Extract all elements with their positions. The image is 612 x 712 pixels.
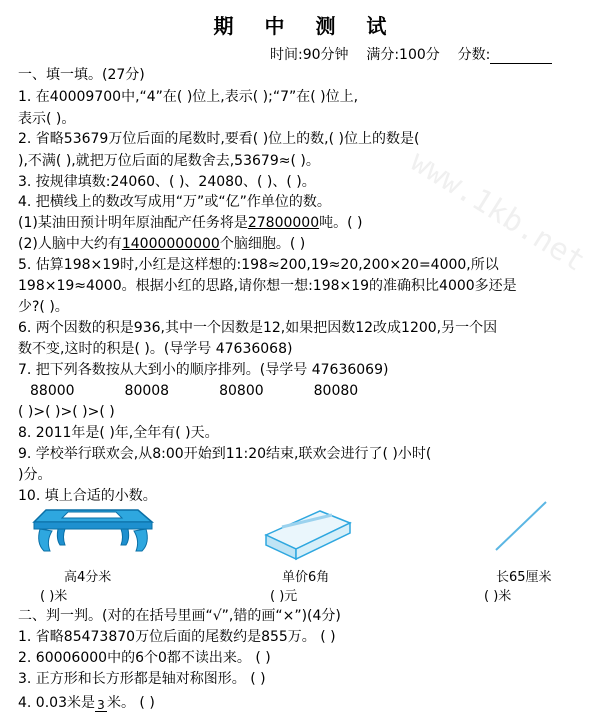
q9-line1: 9. 学校举行联欢会,从8:00开始到11:20结束,联欢会进行了( )小时(: [18, 446, 432, 462]
q5-line3: 少?( )。: [18, 299, 69, 315]
judge-4-pre: 4. 0.03米是: [18, 695, 95, 711]
q4-1-number: 27800000: [247, 215, 320, 231]
q7-number: 88000: [30, 383, 75, 399]
fraction-numerator: 3: [95, 699, 107, 712]
q1-line2: 表示( )。: [18, 111, 76, 127]
q2-line1: 2. 省略53679万位后面的尾数时,要看( )位上的数,( )位上的数是(: [18, 131, 420, 147]
exam-time: 时间:90分钟: [270, 47, 349, 63]
q6-line2: 数不变,这时的积是( )。(导学号 47636068): [18, 341, 293, 357]
q7-number: 80800: [219, 383, 264, 399]
q7-number: 80080: [313, 383, 359, 399]
q8-line: 8. 2011年是( )年,全年有( )天。: [18, 425, 219, 441]
q7-line: 7. 把下列各数按从大到小的顺序排列。(导学号 47636069): [18, 362, 389, 378]
q4-1-post: 吨。( ): [319, 215, 363, 231]
q6-line1: 6. 两个因数的积是936,其中一个因数是12,如果把因数12改成1200,另一个因: [18, 320, 498, 336]
judge-3: 3. 正方形和长方形都是轴对称图形。 ( ): [18, 671, 266, 687]
stick-answer-blank: ( )米: [484, 589, 512, 604]
eraser-price-label: 单价6角: [282, 570, 330, 585]
table-answer-blank: ( )米: [40, 589, 68, 604]
stick-length-label: 长65厘米: [496, 570, 552, 585]
exam-meta: [270, 44, 552, 64]
q4-2-number: 14000000000: [121, 236, 220, 252]
judge-4-post: 米。 ( ): [106, 695, 155, 711]
page-title: 期 中 测 试: [213, 14, 399, 38]
section1-heading: 一、填一填。(27分): [18, 67, 145, 83]
watermark: www.1kb.net: [404, 143, 592, 279]
stick-picture: [492, 496, 552, 556]
fraction: [95, 699, 107, 712]
q5-line1: 5. 估算198×19时,小红是这样想的:198≈200,19≈20,200×20=4000,所以: [18, 257, 499, 273]
score-blank[interactable]: [490, 51, 552, 64]
q10-line: 10. 填上合适的小数。: [18, 488, 157, 504]
q2-line2: ),不满( ),就把万位后面的尾数舍去,53679≈( )。: [18, 153, 320, 169]
q4-line: 4. 把横线上的数改写成用“万”或“亿”作单位的数。: [18, 194, 331, 210]
exam-full-score: 满分:100分: [366, 47, 440, 63]
q4-1-pre: (1)某油田预计明年原油配产任务将是: [18, 215, 248, 231]
judge-1: 1. 省略85473870万位后面的尾数约是855万。 ( ): [18, 629, 336, 645]
q4-2-pre: (2)人脑中大约有: [18, 236, 122, 252]
judge-2: 2. 60006000中的6个0都不读出来。 ( ): [18, 650, 271, 666]
table-height-label: 高4分米: [64, 570, 112, 585]
q5-line2: 198×19≈4000。根据小红的思路,请你想一想:198×19的准确积比4000多还是: [18, 278, 517, 294]
eraser-picture: [262, 505, 354, 561]
q4-2-post: 个脑细胞。( ): [219, 236, 306, 252]
q3-line: 3. 按规律填数:24060、( )、24080、( )、( )。: [18, 174, 316, 190]
section2-heading: 二、判一判。(对的在括号里画“√”,错的画“×”)(4分): [18, 608, 341, 624]
q9-line2: )分。: [18, 467, 52, 483]
q7-numbers: [30, 382, 358, 400]
q4-2-line: [18, 235, 305, 253]
q1-line1: 1. 在40009700中,“4”在( )位上,表示( );“7”在( )位上,: [18, 89, 359, 105]
table-picture: [28, 496, 158, 562]
exam-score-label: 分数:: [457, 47, 491, 63]
eraser-answer-blank: ( )元: [270, 589, 298, 604]
q7-blanks: ( )>( )>( )>( ): [18, 404, 115, 420]
q4-1-line: [18, 214, 362, 232]
q7-number: 80008: [124, 383, 170, 399]
judge-4: [18, 694, 155, 712]
